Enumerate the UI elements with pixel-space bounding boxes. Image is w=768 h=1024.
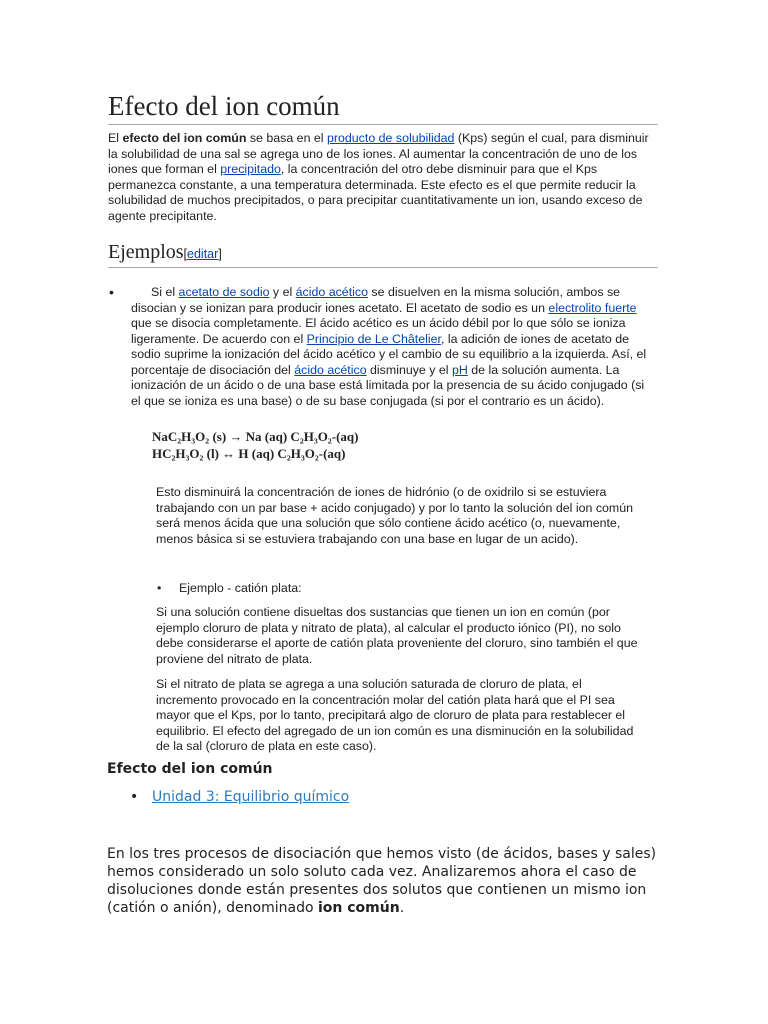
link-producto-solubilidad[interactable]: producto de solubilidad [326, 131, 455, 145]
page-title: Efecto del ion común [108, 88, 658, 125]
sub-bullet-item [157, 581, 302, 595]
edit-link[interactable]: editar [187, 247, 219, 261]
edit-section [184, 247, 222, 261]
subheading: Efecto del ion común [107, 761, 273, 777]
final-bold-term: ion común [317, 900, 400, 916]
bracket-close: ] [218, 247, 222, 261]
example-text: y el [269, 285, 296, 299]
bracket-open: [ [183, 247, 188, 261]
final-paragraph [107, 845, 667, 917]
link-precipitado[interactable]: precipitado [220, 162, 281, 176]
bullet-icon: • [130, 789, 139, 805]
paragraph-silver-2: Si el nitrato de plata se agrega a una solución saturada de cloruro de plata, el incremento provocado en la concentración molar del catión plata hará que el PI sea mayor que el Kps, por lo tanto, precipitará algo de cloruro de plata para restablecer el equilibrio. El efecto del agregado de un ion común es una disminución en la solubilidad de la sal (cloruro de plata en este caso). [156, 677, 634, 753]
sub-bullet-label: Ejemplo - catión plata: [179, 581, 302, 595]
intro-text: (Kps) según el cual, para disminuir la solubilidad de una sal se agrega uno de los iones. Al aumentar la concentración de uno de los iones que forman el [108, 131, 649, 176]
link-principio-le-chatelier[interactable]: Principio de Le Châtelier [306, 331, 441, 346]
example-text: que se disocia completamente. El ácido acético es un ácido débil por lo que sólo se ioniza ligeramente. De acuerdo con el [131, 316, 626, 346]
final-text: . [399, 900, 405, 916]
link-acido-acetico-2[interactable]: ácido acético [294, 362, 367, 377]
final-text: En los tres procesos de disociación que hemos visto (de ácidos, bases y sales) hemos considerado un solo soluto cada vez. Analizaremos ahora el caso de disoluciones donde están presentes dos solutos que contienen un mismo ion (catión o anión), denominado [107, 846, 657, 916]
example-list-item [131, 285, 657, 409]
link-unidad-3[interactable]: Unidad 3: Equilibrio químico [152, 789, 350, 805]
example-text: disminuye y el [366, 362, 452, 377]
bullet-icon: • [109, 284, 114, 300]
paragraph-silver-1: Si una solución contiene disueltas dos sustancias que tienen un ion en común (por ejemplo cloruro de plata y nitrato de plata), al calcular el producto iónico (PI), no solo debe considerarse el aporte de catión plata proveniente del cloruro, sino también el que proviene del nitrato de plata. [156, 605, 638, 666]
intro-text: El [108, 131, 123, 145]
link-acetato-de-sodio[interactable]: acetato de sodio [178, 285, 270, 299]
section-title: Ejemplos [108, 241, 184, 263]
equation-sodium-acetate: NaC₂H₃O₂ (s) → Na (aq) C₂H₃O₂-(aq) [152, 429, 359, 444]
link-ph[interactable]: pH [452, 362, 468, 377]
bullet-icon: • [157, 581, 162, 595]
example-text: Si el [151, 285, 179, 299]
equation-acetic-acid: HC₂H₃O₂ (l) ↔ H (aq) C₂H₃O₂-(aq) [152, 446, 346, 461]
intro-paragraph [108, 131, 656, 224]
intro-bold-term: efecto del ion común [122, 131, 247, 145]
intro-text: se basa en el [246, 131, 327, 145]
example-text: se disuelven en la misma solución, ambos se disocian y se ionizan para producir iones acetato. El acetato de sodio es un [131, 285, 621, 315]
example-text: , la adición de iones de acetato de sodio suprime la ionización del ácido acético y el cambio de su equilibrio a la izquierda. Así, el porcentaje de disociación del [131, 331, 647, 377]
link-list-item [130, 789, 349, 805]
paragraph-hydronium: Esto disminuirá la concentración de iones de hidrónio (o de oxidrilo si se estuviera trabajando con un par base + acido conjugado) y por lo tanto la solución del ion común será menos ácida que una solución que sólo contiene ácido acético (o, nuevamente, menos básica si se estuviera trabajando con una base en lugar de un acido). [156, 485, 634, 546]
section-heading [108, 240, 658, 268]
link-acido-acetico[interactable]: ácido acético [295, 285, 368, 299]
example-text: de la solución aumenta. La ionización de un ácido o de una base está limitada por la presencia de su ácido conjugado (si el que se ioniza es una base) o de su base conjugada (si por el contrario es un ácido). [131, 362, 645, 408]
intro-text: , la concentración del otro debe disminuir para que el Kps permanezca constante, a una temperatura determinada. Este efecto es el que permite reducir la solubilidad de muchos precipitados, o para precipitar cuantitativamente un ion, usando exceso de agente precipitante. [108, 162, 643, 223]
link-electrolito-fuerte[interactable]: electrolito fuerte [548, 300, 637, 315]
